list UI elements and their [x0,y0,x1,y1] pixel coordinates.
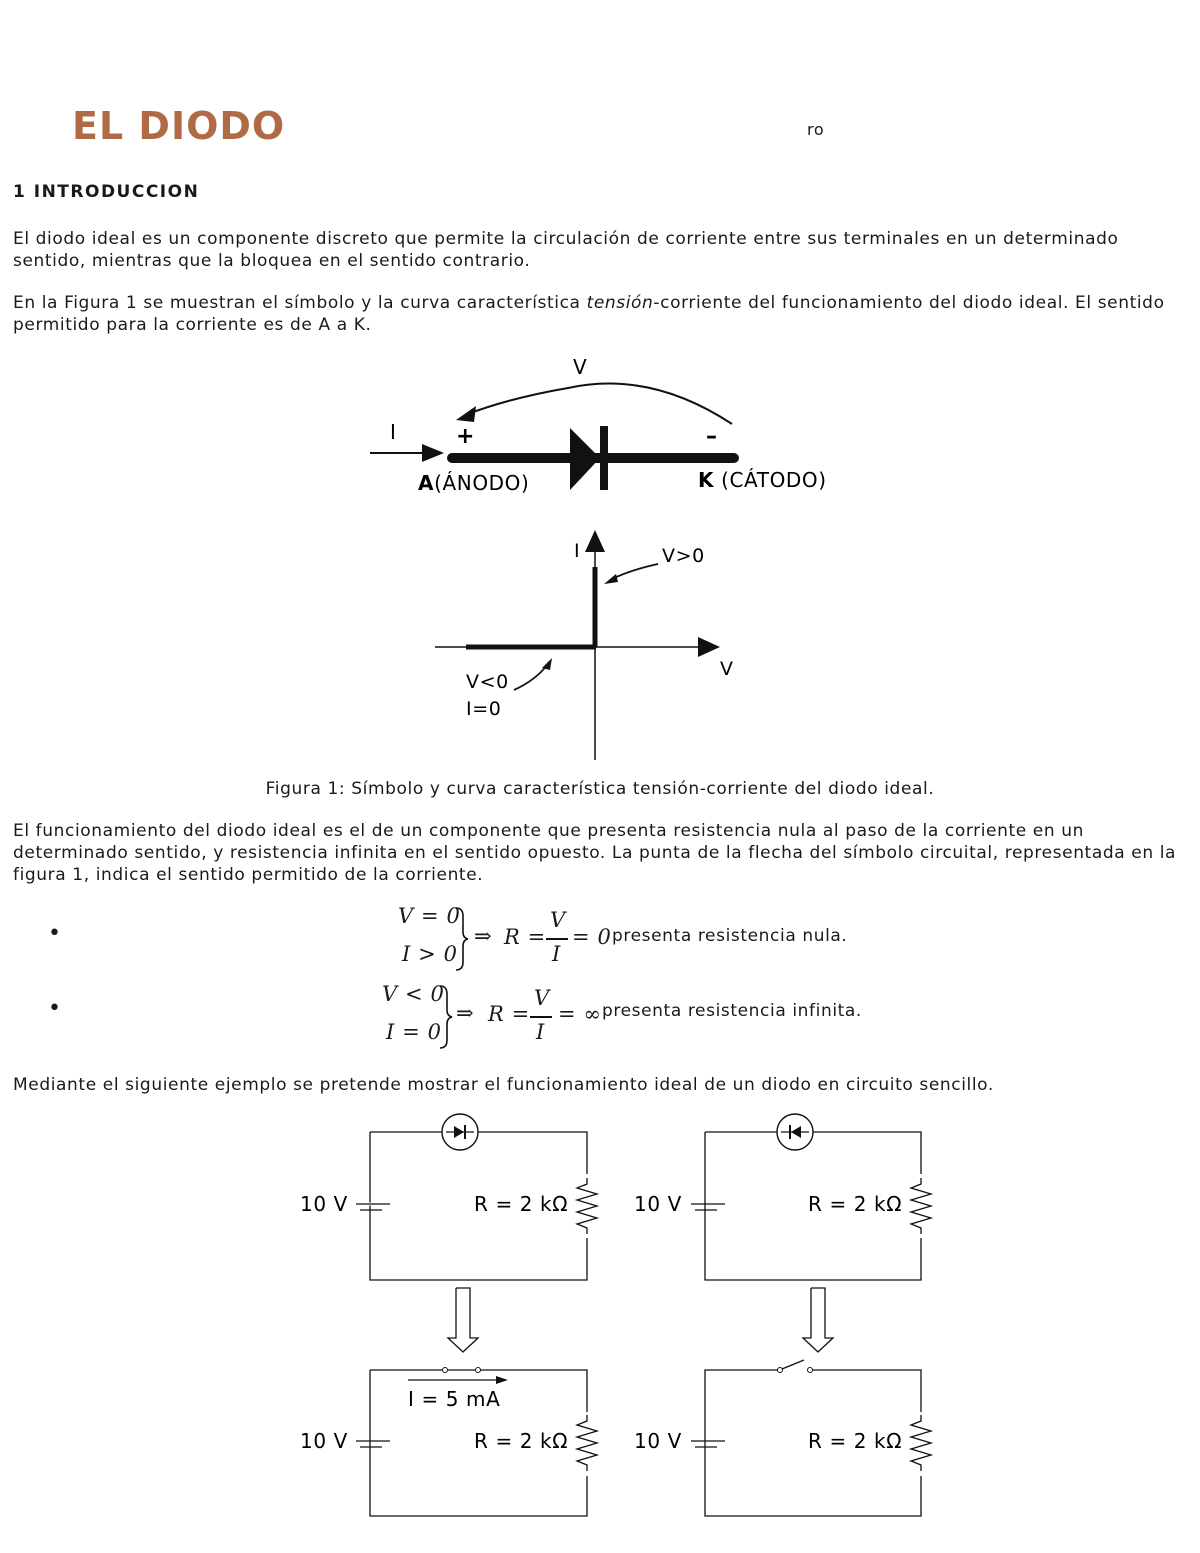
section-heading: 1 INTRODUCCION [13,182,200,202]
formula-2-r: R = [488,1002,530,1026]
down-arrow-right-icon [803,1288,833,1352]
cathode-text: (CÁTODO) [714,468,827,492]
formula-1-num: V [550,908,566,932]
cathode-letter: K [698,468,715,492]
bullet-formula-2 [378,980,918,1050]
voltage-arrowhead-icon [456,406,476,422]
resistor-label-tr: R = 2 kΩ [808,1192,903,1216]
formula-1-implies: ⇒ [474,924,493,948]
minus-sign: – [706,424,718,449]
anode-label [418,471,529,495]
circuit-reverse [634,1114,931,1280]
voltage-arc [468,384,732,425]
circuit-open [634,1360,931,1516]
para2-text-a: En la Figura 1 se muestran el símbolo y la curva característica [13,293,587,313]
formula-2-den: I [536,1020,545,1044]
circuit-forward [300,1114,597,1280]
v-axis-arrowhead-icon [698,637,720,657]
anode-letter: A [418,471,435,495]
iv-curve-figure [430,522,734,764]
resistor-label-tl: R = 2 kΩ [474,1192,569,1216]
current-value-label: I = 5 mA [408,1387,501,1411]
voltage-label: V [573,355,588,379]
v-axis-label: V [720,658,734,680]
function-paragraph: El funcionamiento del diodo ideal es el de un componente que presenta resistencia nula al paso de la corriente en un determinado sentido, y resistencia infinita en el sentido opuesto. La punta de la flecha del símbolo circuital, representada en la figura 1, indica el sentido permitido de la corriente. [13,821,1177,885]
formula-1-r: R = [504,925,546,949]
diode-bar-icon [600,426,608,490]
stray-text: ro [807,120,825,139]
formula-2-implies: ⇒ [456,1001,475,1025]
para2-italic: tensión [586,293,654,313]
formula-1-fraction-bar [546,938,568,940]
formula-1-result: = 0 [572,925,612,949]
forward-label: V>0 [662,545,705,567]
intro-paragraph-1: El diodo ideal es un componente discreto que permite la circulación de corriente entre sus terminales en un determinado sentido, mientras que la bloquea en el sentido contrario. [13,229,1119,271]
formula-2-brace [438,984,454,1050]
forward-pointer-arrowhead-icon [604,574,618,584]
anode-text: (ÁNODO) [434,471,530,495]
resistor-label-bl: R = 2 kΩ [474,1429,569,1453]
resistor-label-br: R = 2 kΩ [808,1429,903,1453]
example-paragraph: Mediante el siguiente ejemplo se pretende mostrar el funcionamiento ideal de un diodo en circuito sencillo. [13,1075,994,1095]
page-title: EL DIODO [72,104,286,148]
i-axis-arrowhead-icon [585,530,605,552]
current-arrowhead-icon [496,1376,508,1384]
circuits-figure [290,1110,950,1530]
current-arrowhead-icon [422,444,444,462]
source-label-bl: 10 V [300,1429,348,1453]
reverse-pointer-arrowhead-icon [542,658,552,670]
diode-symbol-figure [360,350,840,500]
formula-2-lhs-2: I = 0 [386,1020,442,1044]
formula-1-brace [454,906,470,972]
formula-2-text: presenta resistencia infinita. [602,1001,862,1021]
bullet-formula-1 [390,904,910,974]
reverse-label: V<0 [466,671,509,693]
forward-pointer [610,564,658,580]
formula-1-lhs-2: I > 0 [402,942,458,966]
figure-caption: Figura 1: Símbolo y curva característica tensión-corriente del diodo ideal. [265,779,935,799]
source-label-tl: 10 V [300,1192,348,1216]
formula-2-num: V [534,986,550,1010]
intro-paragraph-2 [13,292,1183,336]
diode-triangle-icon [570,428,600,490]
formula-2-lhs-1: V < 0 [382,982,445,1006]
source-label-tr: 10 V [634,1192,682,1216]
bullet-dot-2: • [48,996,62,1021]
formula-1-lhs-1: V = 0 [398,904,461,928]
source-label-br: 10 V [634,1429,682,1453]
plus-sign: + [456,424,476,449]
formula-2-result: = ∞ [558,1002,602,1026]
cathode-label [698,468,827,492]
down-arrow-left-icon [448,1288,478,1352]
circuit-closed [300,1368,597,1517]
formula-1-den: I [552,942,561,966]
formula-2-fraction-bar [530,1016,552,1018]
i-axis-label: I [574,540,581,562]
bullet-dot-1: • [48,921,62,946]
formula-1-text: presenta resistencia nula. [612,926,848,946]
reverse-current-label: I=0 [466,698,502,720]
open-switch-icon [782,1360,804,1369]
para2-text-b: -corriente del funcionamiento del diodo ideal. El sentido permitido para la corriente es de A a K. [13,293,1165,335]
current-label: I [390,420,397,444]
